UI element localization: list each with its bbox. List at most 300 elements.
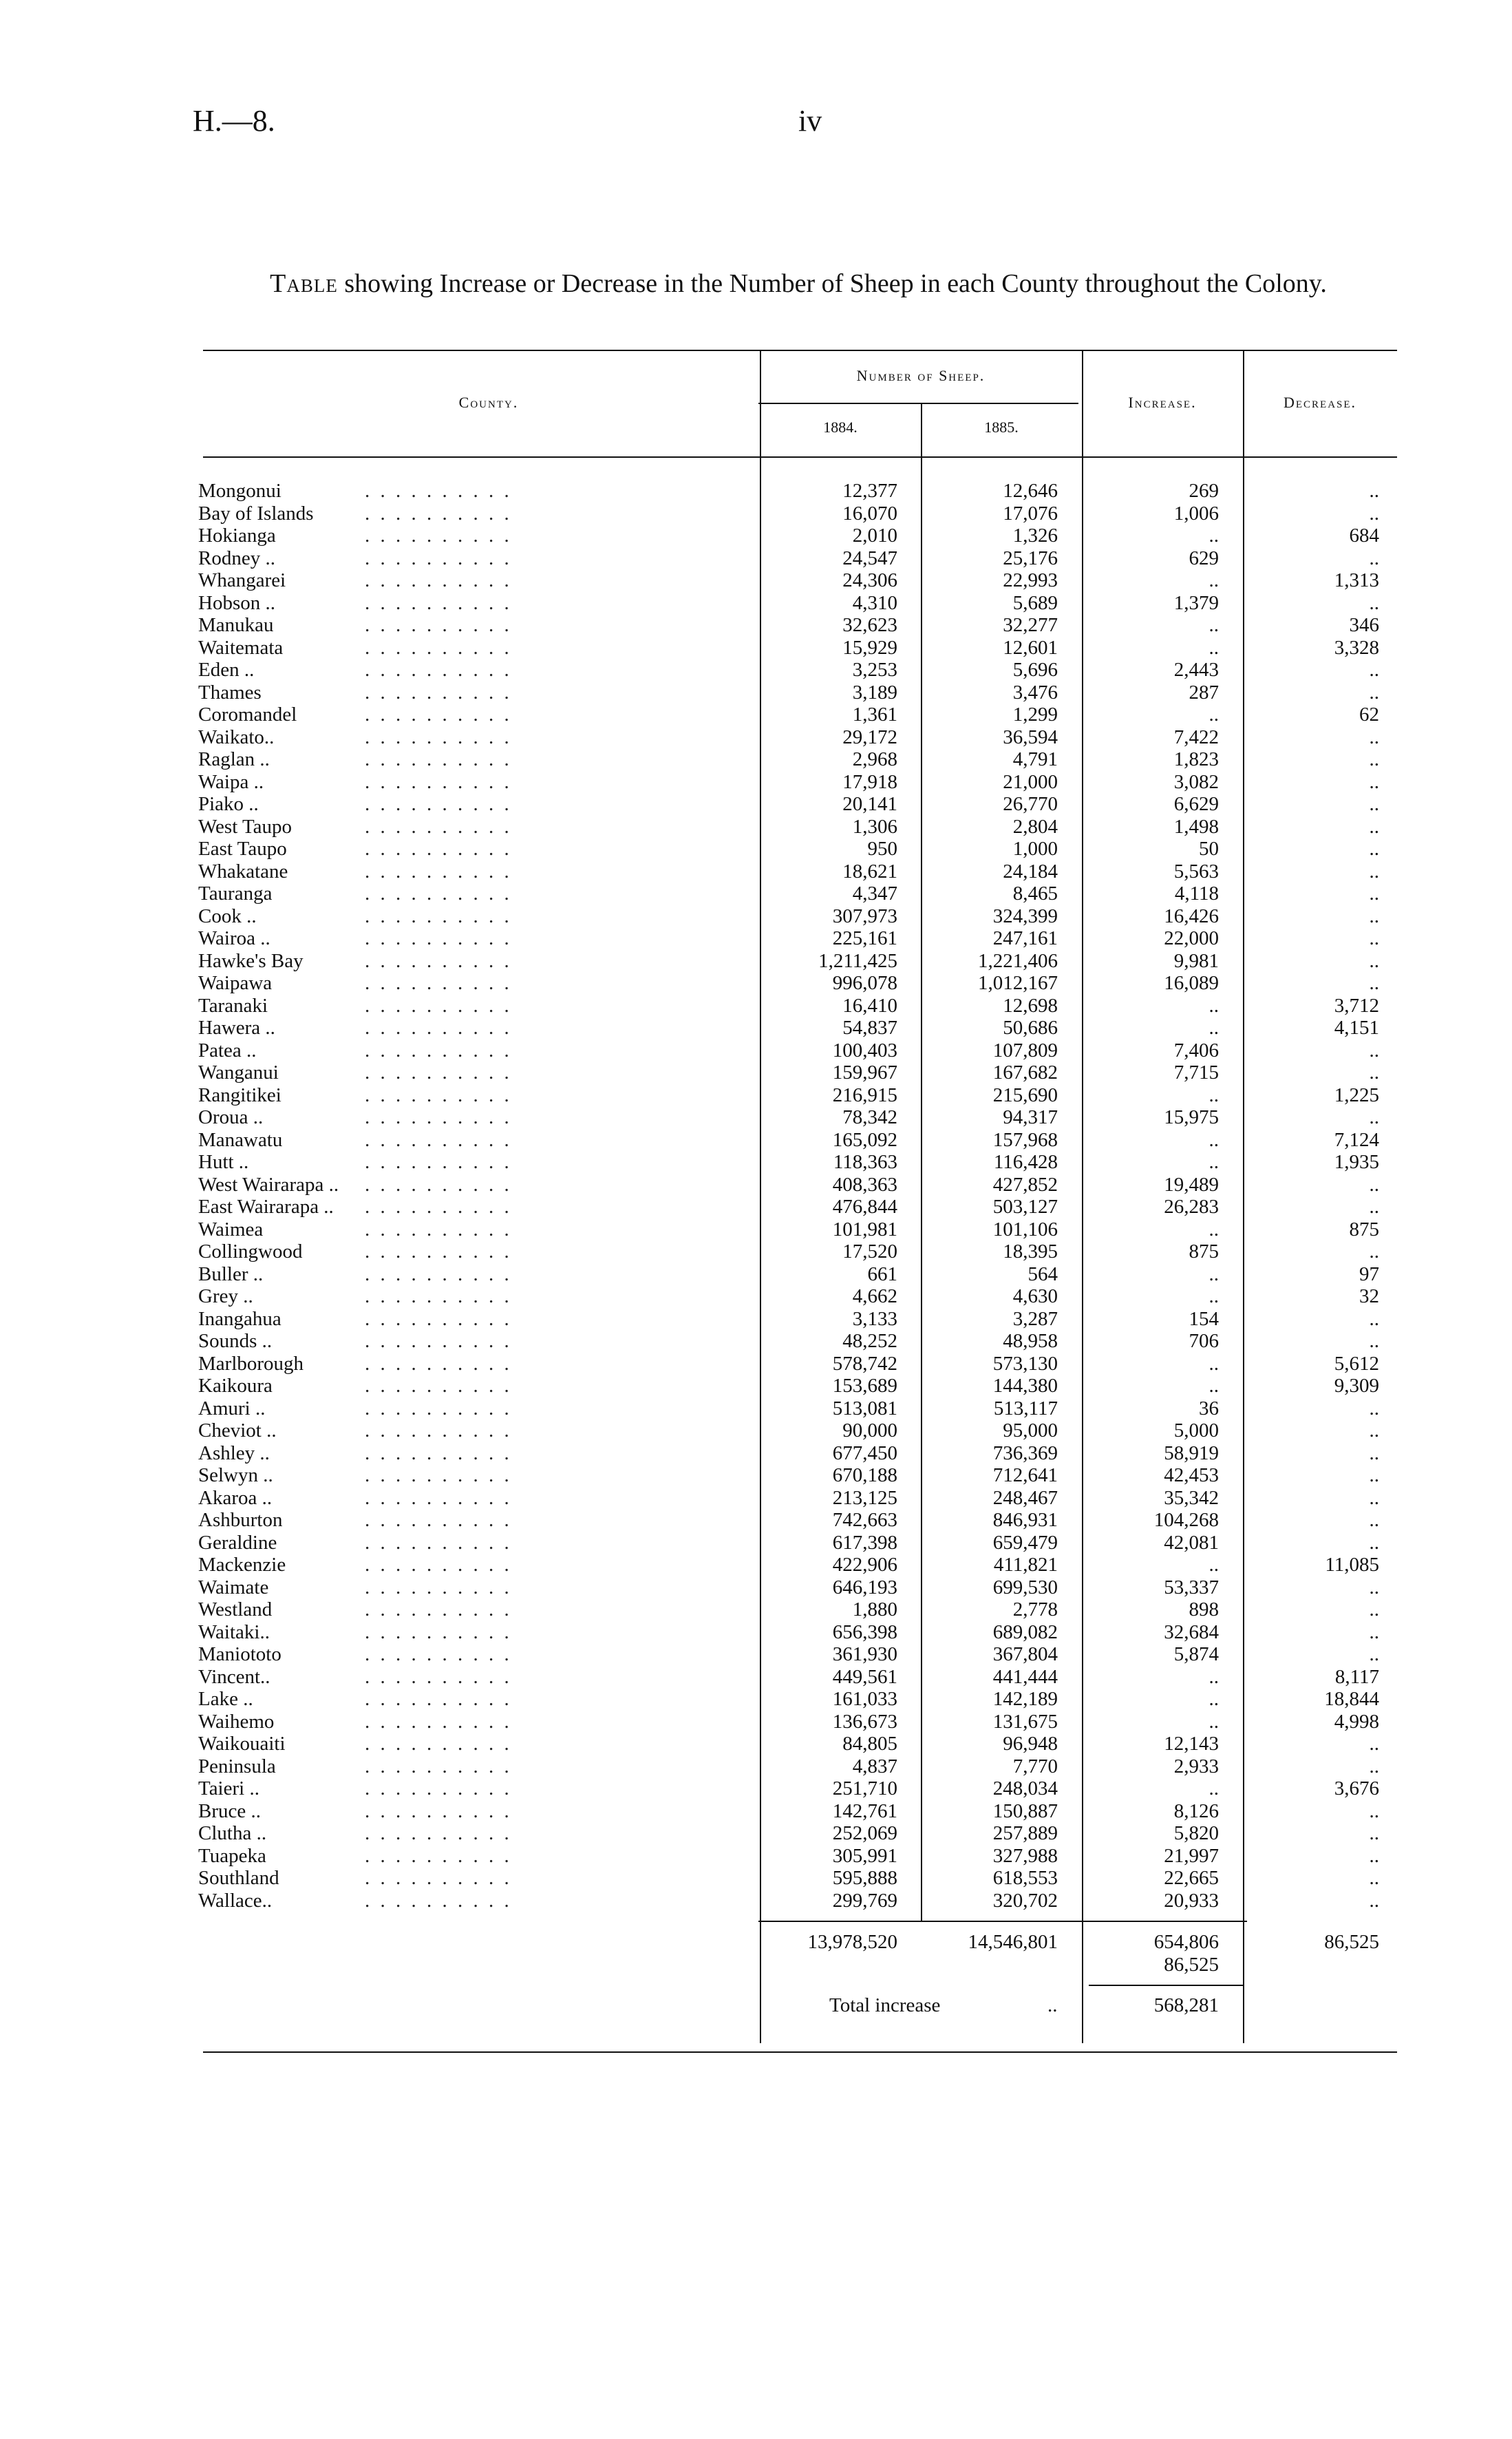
decrease-value: 32	[1359, 1285, 1379, 1307]
sheep-1884: 15,929	[842, 636, 897, 659]
dot-leader: . . . . . . . . . .	[365, 1062, 512, 1084]
dot-leader: . . . . . . . . . .	[365, 1576, 512, 1598]
county-name: Peninsula	[198, 1755, 276, 1777]
sheep-1884: 578,742	[832, 1352, 897, 1375]
table-row	[0, 1666, 1512, 1689]
decrease-value: ..	[1369, 1240, 1379, 1263]
total-1884: 13,978,520	[807, 1931, 897, 1953]
decrease-value: ..	[1369, 1733, 1379, 1755]
sheep-1884: 24,547	[842, 547, 897, 569]
dot-leader: . . . . . . . . . .	[365, 1643, 512, 1665]
decrease-value: ..	[1369, 927, 1379, 949]
subheader-rule	[758, 403, 1078, 404]
table-row	[0, 1890, 1512, 1912]
decrease-value: ..	[1369, 1598, 1379, 1620]
table-row	[0, 1196, 1512, 1218]
decrease-value: 9,309	[1334, 1375, 1379, 1397]
sheep-1884: 595,888	[832, 1867, 897, 1889]
dot-leader: . . . . . . . . . .	[365, 883, 512, 905]
header-increase: Increase.	[1128, 394, 1197, 411]
decrease-value: 3,328	[1334, 636, 1379, 659]
county-name: East Wairarapa ..	[198, 1196, 334, 1218]
sheep-1885: 257,889	[992, 1822, 1058, 1844]
sheep-1884: 213,125	[832, 1486, 897, 1509]
table-row	[0, 950, 1512, 973]
sheep-1885: 36,594	[1003, 726, 1058, 748]
dot-leader: . . . . . . . . . .	[365, 1307, 512, 1330]
table-row	[0, 1711, 1512, 1733]
county-name: Cheviot ..	[198, 1419, 277, 1442]
sheep-1885: 18,395	[1003, 1240, 1058, 1263]
county-name: Coromandel	[198, 704, 297, 726]
increase-value: 16,089	[1164, 972, 1219, 994]
decrease-value: ..	[1369, 480, 1379, 502]
table-row	[0, 1733, 1512, 1755]
dot-leader: . . . . . . . . . .	[365, 1799, 512, 1822]
increase-value: 5,563	[1173, 860, 1219, 883]
table-row	[0, 1285, 1512, 1308]
table-row	[0, 1845, 1512, 1868]
county-name: Whakatane	[198, 860, 288, 883]
county-name: Waipawa	[198, 972, 273, 994]
table-row	[0, 682, 1512, 704]
sheep-1884: 449,561	[832, 1665, 897, 1688]
county-name: Oroua ..	[198, 1106, 264, 1128]
increase-value: ..	[1208, 994, 1219, 1017]
sheep-1885: 689,082	[992, 1620, 1058, 1643]
increase-value: ..	[1208, 1285, 1219, 1307]
sheep-1885: 12,698	[1003, 994, 1058, 1017]
county-name: Westland	[198, 1598, 273, 1620]
county-name: Waipa ..	[198, 770, 264, 793]
title-lead: Table	[270, 269, 338, 298]
sheep-1885: 1,299	[1012, 704, 1058, 726]
increase-value: ..	[1208, 1263, 1219, 1285]
dot-leader: . . . . . . . . . .	[365, 972, 512, 994]
header-1884: 1884.	[823, 419, 858, 436]
county-name: Cook ..	[198, 905, 257, 927]
sheep-1884: 2,968	[852, 748, 897, 770]
county-name: Manukau	[198, 614, 274, 636]
sheep-1884: 299,769	[832, 1889, 897, 1912]
table-row	[0, 905, 1512, 928]
header-1885: 1885.	[984, 419, 1019, 436]
sheep-1885: 107,809	[992, 1039, 1058, 1062]
increase-value: 1,006	[1173, 502, 1219, 525]
dot-leader: . . . . . . . . . .	[365, 1106, 512, 1128]
sheep-1884: 476,844	[832, 1196, 897, 1218]
table-row	[0, 1151, 1512, 1174]
table-row	[0, 547, 1512, 570]
county-name: Piako ..	[198, 793, 259, 815]
county-name: Tauranga	[198, 883, 273, 905]
sheep-1884: 24,306	[842, 569, 897, 591]
sheep-1884: 29,172	[842, 726, 897, 748]
table-row	[0, 995, 1512, 1017]
total-1885: 14,546,801	[968, 1931, 1058, 1953]
sheep-1884: 950	[867, 838, 897, 860]
county-name: Akaroa ..	[198, 1486, 273, 1509]
sheep-1884: 142,761	[832, 1799, 897, 1822]
dot-leader: . . . . . . . . . .	[365, 1844, 512, 1867]
increase-value: 104,268	[1153, 1509, 1219, 1531]
decrease-value: 4,151	[1334, 1017, 1379, 1039]
increase-value: ..	[1208, 1017, 1219, 1039]
decrease-value: 346	[1349, 614, 1379, 636]
county-name: Waimate	[198, 1576, 269, 1598]
dot-leader: . . . . . . . . . .	[365, 1822, 512, 1844]
increase-value: 21,997	[1164, 1844, 1219, 1867]
sheep-1884: 159,967	[832, 1062, 897, 1084]
increase-value: 15,975	[1164, 1106, 1219, 1128]
table-row	[0, 1532, 1512, 1554]
sheep-1885: 157,968	[992, 1128, 1058, 1151]
county-name: Grey ..	[198, 1285, 253, 1307]
dot-leader: . . . . . . . . . .	[365, 770, 512, 793]
table-body	[0, 480, 1512, 1912]
table-row	[0, 1509, 1512, 1532]
decrease-value: ..	[1369, 883, 1379, 905]
dot-leader: . . . . . . . . . .	[365, 1240, 512, 1263]
decrease-value: ..	[1369, 793, 1379, 815]
table-row	[0, 838, 1512, 860]
table-row	[0, 1397, 1512, 1420]
county-name: Lake ..	[198, 1688, 253, 1710]
dot-leader: . . . . . . . . . .	[365, 1330, 512, 1352]
decrease-value: ..	[1369, 1307, 1379, 1330]
decrease-value: ..	[1369, 905, 1379, 927]
decrease-value: ..	[1369, 681, 1379, 704]
sheep-1884: 408,363	[832, 1173, 897, 1196]
increase-value: 154	[1189, 1307, 1219, 1330]
sheep-1885: 248,034	[992, 1777, 1058, 1799]
sheep-1884: 100,403	[832, 1039, 897, 1062]
sheep-1885: 21,000	[1003, 770, 1058, 793]
increase-value: ..	[1208, 636, 1219, 659]
table-row	[0, 480, 1512, 503]
sheep-1885: 116,428	[993, 1151, 1058, 1173]
decrease-value: ..	[1369, 1486, 1379, 1509]
dot-leader: . . . . . . . . . .	[365, 659, 512, 681]
decrease-value: ..	[1369, 1173, 1379, 1196]
sheep-1884: 153,689	[832, 1375, 897, 1397]
dot-leader: . . . . . . . . . .	[365, 994, 512, 1017]
sheep-1884: 165,092	[832, 1128, 897, 1151]
decrease-value: ..	[1369, 1106, 1379, 1128]
increase-value: 629	[1189, 547, 1219, 569]
dot-leader: . . . . . . . . . .	[365, 860, 512, 883]
county-name: West Wairarapa ..	[198, 1173, 339, 1196]
dot-leader: . . . . . . . . . .	[365, 1263, 512, 1285]
dot-leader: . . . . . . . . . .	[365, 1375, 512, 1397]
sheep-1884: 3,133	[852, 1307, 897, 1330]
increase-value: ..	[1208, 614, 1219, 636]
increase-value: 287	[1189, 681, 1219, 704]
sheep-1884: 4,837	[852, 1755, 897, 1777]
table-row	[0, 1419, 1512, 1442]
decrease-value: 5,612	[1334, 1352, 1379, 1375]
county-name: Geraldine	[198, 1531, 277, 1554]
county-name: Rangitikei	[198, 1084, 281, 1106]
dot-leader: . . . . . . . . . .	[365, 1755, 512, 1777]
increase-value: 42,081	[1164, 1531, 1219, 1554]
decrease-value: 875	[1349, 1218, 1379, 1240]
decrease-value: ..	[1369, 1889, 1379, 1912]
sheep-1885: 4,630	[1012, 1285, 1058, 1307]
table-row	[0, 771, 1512, 794]
sheep-1885: 26,770	[1003, 793, 1058, 815]
dot-leader: . . . . . . . . . .	[365, 636, 512, 659]
table-row	[0, 1263, 1512, 1286]
decrease-value: 1,313	[1334, 569, 1379, 591]
increase-value: 42,453	[1164, 1464, 1219, 1486]
dot-leader: . . . . . . . . . .	[365, 480, 512, 502]
dot-leader: . . . . . . . . . .	[365, 525, 512, 547]
table-row	[0, 1487, 1512, 1510]
decrease-value: ..	[1369, 1330, 1379, 1352]
sheep-1885: 618,553	[992, 1867, 1058, 1889]
sheep-1885: 3,476	[1012, 681, 1058, 704]
table-row	[0, 1218, 1512, 1241]
sheep-1884: 84,805	[842, 1733, 897, 1755]
increase-value: 875	[1189, 1240, 1219, 1263]
increase-value: 7,715	[1173, 1062, 1219, 1084]
decrease-value: ..	[1369, 949, 1379, 972]
county-name: Hutt ..	[198, 1151, 249, 1173]
decrease-value: 11,085	[1325, 1554, 1379, 1576]
table-row	[0, 1800, 1512, 1823]
increase-value: ..	[1208, 1665, 1219, 1688]
increase-value: 16,426	[1164, 905, 1219, 927]
sheep-1885: 1,012,167	[978, 972, 1058, 994]
sheep-1884: 742,663	[832, 1509, 897, 1531]
sheep-1884: 670,188	[832, 1464, 897, 1486]
dot-leader: . . . . . . . . . .	[365, 838, 512, 860]
dot-leader: . . . . . . . . . .	[365, 547, 512, 569]
sheep-1885: 131,675	[992, 1710, 1058, 1733]
sheep-1885: 12,601	[1003, 636, 1058, 659]
county-name: Sounds ..	[198, 1330, 273, 1352]
decrease-value: 7,124	[1334, 1128, 1379, 1151]
sheep-1884: 16,070	[842, 502, 897, 525]
sheep-1885: 24,184	[1003, 860, 1058, 883]
increase-value: 706	[1189, 1330, 1219, 1352]
sheep-1884: 18,621	[842, 860, 897, 883]
dot-leader: . . . . . . . . . .	[365, 1710, 512, 1733]
increase-value: 1,823	[1173, 748, 1219, 770]
sheep-1884: 118,363	[833, 1151, 897, 1173]
decrease-value: ..	[1369, 1196, 1379, 1218]
increase-value: 6,629	[1173, 793, 1219, 815]
county-name: Wanganui	[198, 1062, 279, 1084]
sheep-1885: 50,686	[1003, 1017, 1058, 1039]
sheep-1885: 699,530	[992, 1576, 1058, 1598]
table-row	[0, 1576, 1512, 1599]
county-name: Vincent..	[198, 1665, 270, 1688]
table-row	[0, 1174, 1512, 1196]
increase-value: 1,498	[1173, 815, 1219, 838]
table-row	[0, 1084, 1512, 1107]
increase-value: 1,379	[1173, 591, 1219, 614]
sheep-1885: 8,465	[1012, 883, 1058, 905]
decrease-value: ..	[1369, 860, 1379, 883]
increase-value: 58,919	[1164, 1442, 1219, 1464]
sheep-1885: 48,958	[1003, 1330, 1058, 1352]
sheep-1885: 96,948	[1003, 1733, 1058, 1755]
sheep-1885: 32,277	[1003, 614, 1058, 636]
increase-value: 5,000	[1173, 1419, 1219, 1442]
county-name: Amuri ..	[198, 1397, 266, 1419]
table-top-rule	[203, 350, 1397, 351]
table-bottom-rule	[203, 2051, 1397, 2053]
sheep-1885: 4,791	[1012, 748, 1058, 770]
increase-value: 9,981	[1173, 949, 1219, 972]
sheep-1884: 16,410	[842, 994, 897, 1017]
decrease-value: 4,998	[1334, 1710, 1379, 1733]
county-name: Hawke's Bay	[198, 949, 304, 972]
sheep-1885: 1,000	[1012, 838, 1058, 860]
sheep-1885: 712,641	[992, 1464, 1058, 1486]
sheep-1885: 144,380	[992, 1375, 1058, 1397]
header-decrease: Decrease.	[1283, 394, 1357, 411]
decrease-value: 1,225	[1334, 1084, 1379, 1106]
table-row	[0, 569, 1512, 592]
sheep-1884: 307,973	[832, 905, 897, 927]
table-row	[0, 883, 1512, 905]
sheep-1885: 12,646	[1003, 480, 1058, 502]
sheep-1885: 17,076	[1003, 502, 1058, 525]
increase-value: ..	[1208, 1128, 1219, 1151]
decrease-value: ..	[1369, 1844, 1379, 1867]
sheep-1884: 1,306	[852, 815, 897, 838]
increase-value: 12,143	[1164, 1733, 1219, 1755]
total-increase-dots: ..	[1047, 1994, 1058, 2016]
increase-value: 50	[1199, 838, 1219, 860]
table-row	[0, 637, 1512, 659]
county-name: Manawatu	[198, 1128, 283, 1151]
sheep-1884: 1,211,425	[818, 949, 897, 972]
county-name: Hawera ..	[198, 1017, 275, 1039]
county-name: Thames	[198, 681, 262, 704]
dot-leader: . . . . . . . . . .	[365, 704, 512, 726]
sheep-1884: 161,033	[832, 1688, 897, 1710]
increase-value: ..	[1208, 1375, 1219, 1397]
sheep-1885: 94,317	[1003, 1106, 1058, 1128]
increase-value: 2,933	[1173, 1755, 1219, 1777]
dot-leader: . . . . . . . . . .	[365, 681, 512, 704]
increase-value: 7,422	[1173, 726, 1219, 748]
sheep-1885: 2,778	[1012, 1598, 1058, 1620]
sheep-1884: 17,520	[842, 1240, 897, 1263]
sheep-1884: 251,710	[832, 1777, 897, 1799]
sheep-1885: 7,770	[1012, 1755, 1058, 1777]
sheep-1884: 617,398	[832, 1531, 897, 1554]
sheep-1884: 4,310	[852, 591, 897, 614]
decrease-value: ..	[1369, 770, 1379, 793]
decrease-value: 62	[1359, 704, 1379, 726]
sheep-1884: 4,347	[852, 883, 897, 905]
total-increase-value: 568,281	[1153, 1994, 1219, 2016]
dot-leader: . . . . . . . . . .	[365, 1173, 512, 1196]
county-name: Kaikoura	[198, 1375, 273, 1397]
sheep-1884: 661	[867, 1263, 897, 1285]
sheep-1884: 78,342	[842, 1106, 897, 1128]
decrease-value: 3,676	[1334, 1777, 1379, 1799]
county-name: Hobson ..	[198, 591, 275, 614]
sheep-1885: 150,887	[992, 1799, 1058, 1822]
table-row	[0, 748, 1512, 771]
decrease-value: ..	[1369, 1039, 1379, 1062]
page-header-ref: H.—8.	[193, 104, 275, 138]
county-name: Selwyn ..	[198, 1464, 273, 1486]
dot-leader: . . . . . . . . . .	[365, 1531, 512, 1554]
county-name: Waihemo	[198, 1710, 275, 1733]
increase-value: ..	[1208, 704, 1219, 726]
decrease-carried: 86,525	[1164, 1954, 1219, 1976]
dot-leader: . . . . . . . . . .	[365, 591, 512, 614]
dot-leader: . . . . . . . . . .	[365, 1218, 512, 1240]
sheep-1885: 503,127	[992, 1196, 1058, 1218]
increase-value: ..	[1208, 1151, 1219, 1173]
dot-leader: . . . . . . . . . .	[365, 1039, 512, 1062]
decrease-value: 3,712	[1334, 994, 1379, 1017]
sheep-1884: 54,837	[842, 1017, 897, 1039]
header-number-of-sheep: Number of Sheep.	[856, 367, 986, 384]
increase-value: 53,337	[1164, 1576, 1219, 1598]
county-name: Raglan ..	[198, 748, 270, 770]
sheep-1885: 411,821	[993, 1554, 1058, 1576]
dot-leader: . . . . . . . . . .	[365, 1777, 512, 1799]
header-bottom-rule	[203, 456, 1397, 458]
sheep-1885: 95,000	[1003, 1419, 1058, 1442]
sheep-1885: 3,287	[1012, 1307, 1058, 1330]
decrease-value: ..	[1369, 547, 1379, 569]
sum-rule	[758, 1921, 1247, 1922]
decrease-value: ..	[1369, 1464, 1379, 1486]
increase-value: ..	[1208, 1688, 1219, 1710]
table-row	[0, 1353, 1512, 1375]
county-name: Bay of Islands	[198, 502, 314, 525]
county-name: Patea ..	[198, 1039, 257, 1062]
increase-value: 3,082	[1173, 770, 1219, 793]
table-row	[0, 1621, 1512, 1644]
table-row	[0, 525, 1512, 547]
decrease-value: ..	[1369, 1531, 1379, 1554]
county-name: Ashburton	[198, 1509, 283, 1531]
table-row	[0, 860, 1512, 883]
sheep-1885: 441,444	[992, 1665, 1058, 1688]
table-row	[0, 927, 1512, 950]
dot-leader: . . . . . . . . . .	[365, 1397, 512, 1419]
dot-leader: . . . . . . . . . .	[365, 1419, 512, 1442]
increase-value: 26,283	[1164, 1196, 1219, 1218]
decrease-value: 18,844	[1324, 1688, 1379, 1710]
decrease-value: ..	[1369, 1397, 1379, 1419]
county-name: Inangahua	[198, 1307, 281, 1330]
dot-leader: . . . . . . . . . .	[365, 949, 512, 972]
increase-value: 5,874	[1173, 1643, 1219, 1665]
decrease-value: ..	[1369, 591, 1379, 614]
table-row	[0, 1308, 1512, 1331]
increase-value: 8,126	[1173, 1799, 1219, 1822]
sheep-1885: 247,161	[992, 927, 1058, 949]
dot-leader: . . . . . . . . . .	[365, 1442, 512, 1464]
increase-value: 898	[1189, 1598, 1219, 1620]
increase-value: ..	[1208, 525, 1219, 547]
sheep-1884: 3,189	[852, 681, 897, 704]
sheep-1885: 1,326	[1012, 525, 1058, 547]
sheep-1884: 136,673	[832, 1710, 897, 1733]
